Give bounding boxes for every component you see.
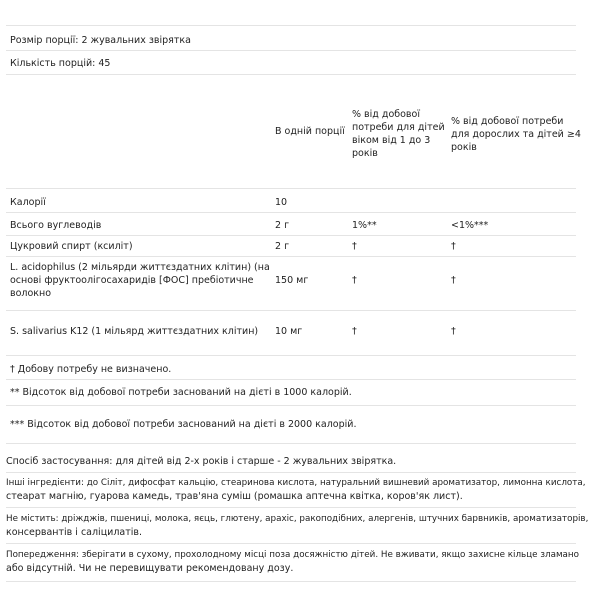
divider xyxy=(6,581,576,582)
row-name: S. salivarius K12 (1 мільярд життєздатних клітин) xyxy=(10,326,259,337)
divider xyxy=(6,256,576,257)
footnote-dagger: † Добову потребу не визначено. xyxy=(10,364,172,375)
row-dv-adults: † xyxy=(451,275,456,286)
row-dv-adults: <1%*** xyxy=(451,220,489,231)
row-amount: 10 xyxy=(275,197,288,208)
row-name: Калорії xyxy=(10,197,46,208)
column-header-dv-children-2: потреби для дітей xyxy=(352,122,445,133)
column-header-dv-children-3: віком від 1 до 3 xyxy=(352,135,431,146)
footnote-triple-star: *** Відсоток від добової потреби заснований на дієті в 2000 калорій. xyxy=(10,419,357,430)
servings-count: Кількість порцій: 45 xyxy=(10,58,111,69)
divider xyxy=(6,212,576,213)
divider xyxy=(6,355,576,356)
warnings-line: Попередження: зберігати в сухому, прохолодному місці поза досяжністю дітей. Не вживати, якщо захисне кільце зламано xyxy=(6,550,579,560)
divider xyxy=(6,507,576,508)
other-ingredients-line: Інші інгредієнти: до Сіліт, дифосфат кальцію, стеаринова кислота, натуральний вишневий ароматизатор, лимонна кислота, xyxy=(6,478,586,488)
column-header-per-serving: В одній порції xyxy=(275,126,345,137)
free-from-line: консервантів і саліцилатів. xyxy=(6,527,143,538)
row-name: Цукровий спирт (ксиліт) xyxy=(10,241,133,252)
footnote-double-star: ** Відсоток від добової потреби заснований на дієті в 1000 калорій. xyxy=(10,387,352,398)
divider xyxy=(6,50,576,51)
row-amount: 2 г xyxy=(275,220,290,231)
row-dv-adults: † xyxy=(451,241,456,252)
row-name-line: L. acidophilus (2 мільярди життєздатних клітин) (на xyxy=(10,262,270,273)
free-from-line: Не містить: дріжджів, пшениці, молока, яєць, глютену, арахіс, ракоподібних, алергенів, штучних барвників, ароматизаторів, xyxy=(6,514,589,524)
column-header-dv-children-4: років xyxy=(352,148,378,159)
usage-text: Спосіб застосування: для дітей від 2-х років і старше - 2 жувальних звірятка. xyxy=(6,456,397,467)
row-dv-adults: † xyxy=(451,326,456,337)
warnings-line: або відсутній. Чи не перевищувати рекомендовану дозу. xyxy=(6,563,294,574)
row-dv-children: † xyxy=(352,275,357,286)
divider xyxy=(6,379,576,380)
divider xyxy=(6,310,576,311)
row-dv-children: † xyxy=(352,241,357,252)
divider xyxy=(6,235,576,236)
row-name-line: основі фруктоолігосахаридів [ФОС] пребіотичне xyxy=(10,275,254,286)
column-header-dv-children-1: % від добової xyxy=(352,109,420,120)
column-header-dv-adults-3: років xyxy=(451,142,477,153)
row-amount: 150 мг xyxy=(275,275,309,286)
column-header-dv-adults-2: для дорослих та дітей ≥4 xyxy=(451,129,581,140)
divider xyxy=(6,74,576,75)
divider xyxy=(6,443,576,444)
row-amount: 10 мг xyxy=(275,326,303,337)
divider xyxy=(6,188,576,189)
row-name: Всього вуглеводів xyxy=(10,220,102,231)
other-ingredients-line: стеарат магнію, гуарова камедь, трав'яна суміш (ромашка аптечна квітка, коров'як лист). xyxy=(6,491,463,502)
divider xyxy=(6,543,576,544)
divider xyxy=(6,25,576,26)
divider xyxy=(6,405,576,406)
row-amount: 2 г xyxy=(275,241,290,252)
row-dv-children: † xyxy=(352,326,357,337)
row-dv-children: 1%** xyxy=(352,220,377,231)
column-header-dv-adults-1: % від добової потреби xyxy=(451,116,564,127)
row-name-line: волокно xyxy=(10,288,52,299)
divider xyxy=(6,472,576,473)
serving-size: Розмір порції: 2 жувальних звірятка xyxy=(10,35,191,46)
